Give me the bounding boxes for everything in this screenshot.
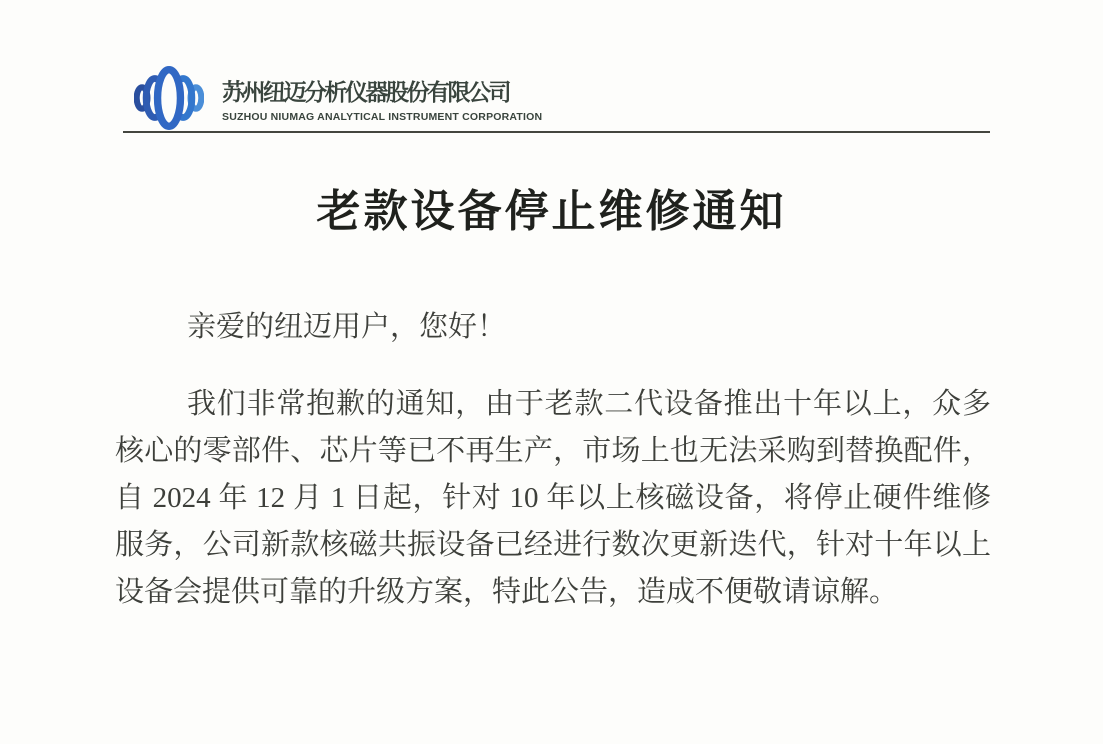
greeting-line: 亲爱的纽迈用户，您好！ — [187, 311, 507, 343]
company-name-block — [222, 74, 542, 123]
niumag-logo-icon — [134, 63, 204, 133]
header-divider — [123, 131, 990, 133]
company-name-en: SUZHOU NIUMAG ANALYTICAL INSTRUMENT CORPORATION — [222, 111, 543, 123]
notice-title: 老款设备停止维修通知 — [316, 187, 787, 236]
company-name-zh: 苏州纽迈分析仪器股份有限公司 — [222, 79, 509, 105]
notice-paragraph: 我们非常抱歉的通知，由于老款二代设备推出十年以上，众多核心的零部件、芯片等已不再生产，市场上也无法采购到替换配件，自 2024 年 12 月 1 日起，针对 10 年以上核磁设备，将停止硬件维修服务，公司新款核磁共振设备已经进行数次更新迭代，针对十年以上设备会提供可靠的升级方案，特此公告，造成不便敬请谅解。 — [115, 388, 991, 608]
